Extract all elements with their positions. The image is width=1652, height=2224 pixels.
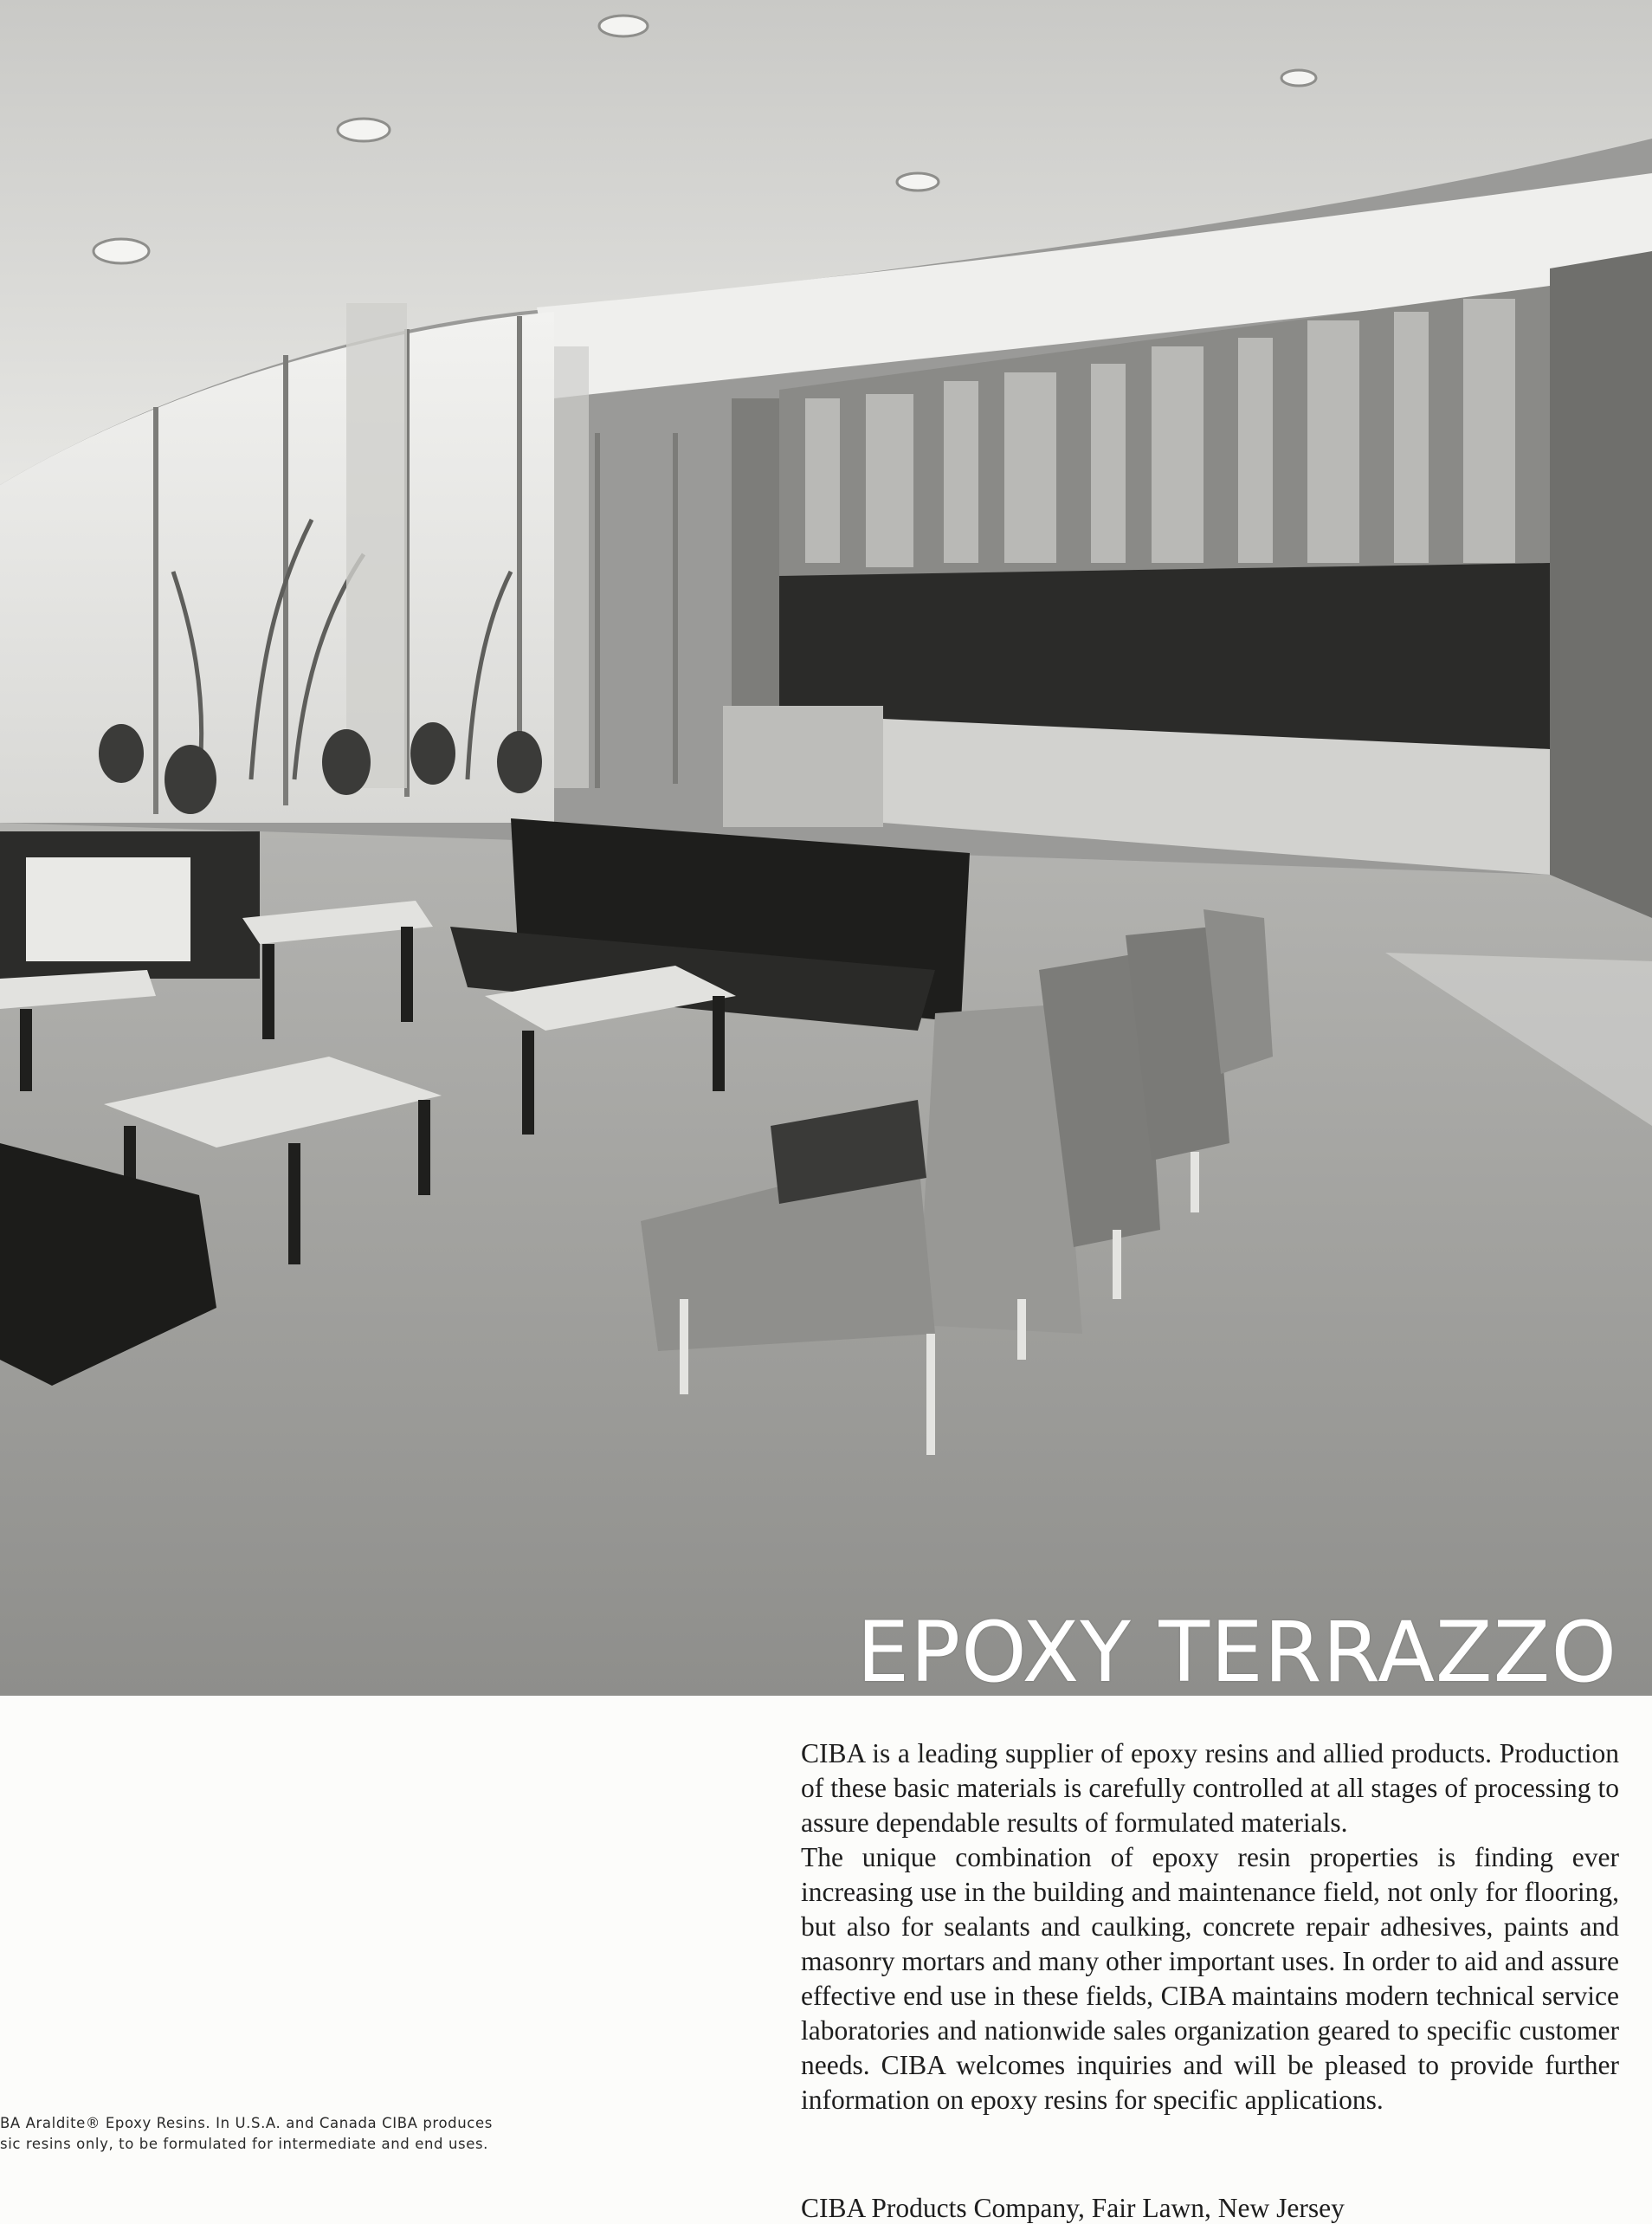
body-copy [801, 1736, 1619, 2117]
footnote [0, 2113, 606, 2155]
body-paragraph-1: CIBA is a leading supplier of epoxy resins and allied products. Production of these basic materials is carefully controlled at all stages of processing to assure dependable results of formulated materials. [801, 1738, 1619, 1838]
company-name: CIBA Products Company, Fair Lawn, New Jersey [801, 2193, 1345, 2223]
footnote-line-2: sic resins only, to be formulated for intermediate and end uses. [0, 2136, 488, 2152]
footnote-line-1: BA Araldite® Epoxy Resins. In U.S.A. and Canada CIBA produces [0, 2115, 493, 2131]
body-paragraph-2: The unique combination of epoxy resin properties is finding ever increasing use in the building and maintenance field, not only for flooring, but also for sealants and caulking, concrete repair adhesives, paints and masonry mortars and many other important uses. In order to aid and assure effective end use in these fields, CIBA maintains modern technical service laboratories and nationwide sales organization geared to specific customer needs. CIBA welcomes inquiries and will be pleased to provide further information on epoxy resins for specific applications. [801, 1842, 1619, 2115]
headline: EPOXY TERRAZZO [856, 1604, 1617, 1696]
